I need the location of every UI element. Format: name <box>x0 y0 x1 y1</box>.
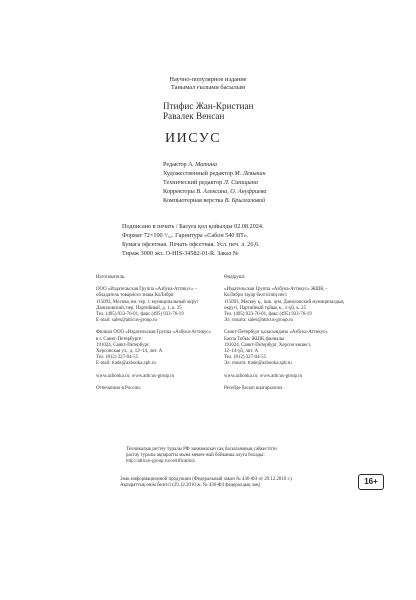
credit-name: В. Алексина, О. Ануфриева <box>196 188 267 195</box>
credit-role: Редактор <box>163 161 189 168</box>
manufacturer-ru <box>96 275 211 392</box>
credit-role: Художественный редактор <box>163 170 235 177</box>
author-2: Равалек Венсан <box>163 111 225 121</box>
address-line: Тел. (812) 327-04-55 <box>96 355 139 361</box>
print-info <box>122 222 264 258</box>
address-line: Баспа Тобы» ЖШҚ филиалы <box>224 336 285 342</box>
credit-name: М. Левыкин <box>234 170 266 177</box>
certification-line: http://atticus-group.ru/certification/. <box>126 459 197 465</box>
age-rating-line: Ақпараттық өнім белгісі (29.12.2010 ж. № 436-ФЗ федералдық заң) <box>120 483 261 489</box>
address-line: Санкт-Петербург қаласындағы «Азбука-Аттикус» <box>224 330 328 336</box>
certification-info <box>126 447 277 466</box>
manufacturer-heading: Изготовитель: <box>96 275 126 280</box>
address-line: «Издательская Группа «Азбука-Аттикус» ЖШҚ – <box>224 287 328 293</box>
publication-type-kz: Танымал ғылыми басылым <box>170 84 246 91</box>
address-line: 12–14-үй, лит. А <box>224 349 259 355</box>
credit-line <box>163 178 267 187</box>
credit-role: Корректоры <box>163 188 197 195</box>
book-title: ИИСУС <box>165 131 222 146</box>
address-line: КоЛибри тауар белгісінің иесі <box>224 293 287 299</box>
print-line: Тираж 3000 экз. O-HIS-34582-01-R. Заказ № <box>122 250 239 257</box>
address-line: Тел. (495) 933-76-01, факс (495) 933-76-19 <box>96 312 184 318</box>
credit-name: В. Брызгаловой <box>224 197 266 204</box>
address-line: Даниловский, пер. Партийный, д. 1, к. 25 <box>96 305 182 311</box>
publication-type-ru: Научно-популярное издание <box>169 76 247 83</box>
credit-name: А. Матина <box>188 161 217 168</box>
credit-name: Л. Синицына <box>223 179 258 186</box>
age-rating-info <box>120 477 292 489</box>
print-line: Формат 72×100 ¹/₃₂. Гарнитура «Сабон 540 ВТ». <box>122 232 249 239</box>
printed-in: Отпечатано в России. <box>96 385 141 391</box>
manufacturer-kz <box>224 275 344 392</box>
address-line: 191024, Санкт-Петербург, Херсон көшесі, <box>224 342 312 348</box>
address-line: обладатель товарного знака КоЛибри <box>96 293 174 299</box>
address-line: E-mail: sales@atticus-group.ru <box>96 318 158 324</box>
website: www.azbooka.ru; www.atticus-group.ru <box>96 373 175 379</box>
address-line: ООО «Издательская Группа «Азбука-Аттикус» – <box>96 287 198 293</box>
certification-line: растау туралы ақпаратты мына мекен-жай бойынша алуға болады: <box>126 453 265 459</box>
address-line: Филиал ООО «Издательская Группа «Азбука-Аттикус» <box>96 330 211 336</box>
credits-list <box>163 160 267 205</box>
credit-line <box>163 160 267 169</box>
address-line: Херсонская ул., д. 12–14, лит. А <box>96 349 163 355</box>
print-line: Подписано в печать / Басуға қол қойылды 02.08.2024. <box>122 223 264 230</box>
credit-line <box>163 196 267 205</box>
credit-line <box>163 169 267 178</box>
address-line: Тел. (495) 933-76-01, факс (495) 933-76-19 <box>224 312 312 318</box>
certification-line: Техникалық реттеу туралы РФ заңнамасын сақ басылымның сәйкестігін <box>126 447 277 452</box>
address-line: в г. Санкт-Петербурге <box>96 336 142 342</box>
address-line: Эл. пошта: trade@azbooka.spb.ru <box>224 361 292 367</box>
address-line: 191024, Санкт-Петербург, <box>96 342 150 348</box>
age-rating-line: Знак информационной продукции (Федеральный закон № 436-ФЗ от 29.12.2010 г.) <box>120 477 292 482</box>
address-line: округі, Партийный тұйық к., 1-үй, к. 25 <box>224 305 307 311</box>
address-line: Тел. (812) 327-04-55 <box>224 355 267 361</box>
age-rating-badge: 16+ <box>358 474 384 490</box>
website: www.azbooka.ru; www.atticus-group.ru <box>224 373 303 379</box>
address-line: E-mail: trade@azbooka.spb.ru <box>96 361 156 367</box>
credit-role: Компьютерная верстка <box>163 197 225 204</box>
address-line: 115093, Москва, вн. тер. г. муниципальный округ <box>96 299 199 305</box>
manufacturer-heading: Өндіруші: <box>224 275 246 280</box>
address-line: 115093, Мәскеу қ., ішк. аум. Даниловский муниципалдық <box>224 299 344 305</box>
printed-in: Ресейде басып шығарылған. <box>224 385 284 391</box>
print-line: Бумага офсетная. Печать офсетная. Усл. печ. л. 26,6. <box>122 241 260 248</box>
author-1: Птифис Жан-Кристиан <box>163 101 254 111</box>
credit-line <box>163 187 267 196</box>
address-line: Эл. пошта: sales@atticus-group.ru <box>224 318 293 324</box>
credit-role: Технический редактор <box>163 179 224 186</box>
